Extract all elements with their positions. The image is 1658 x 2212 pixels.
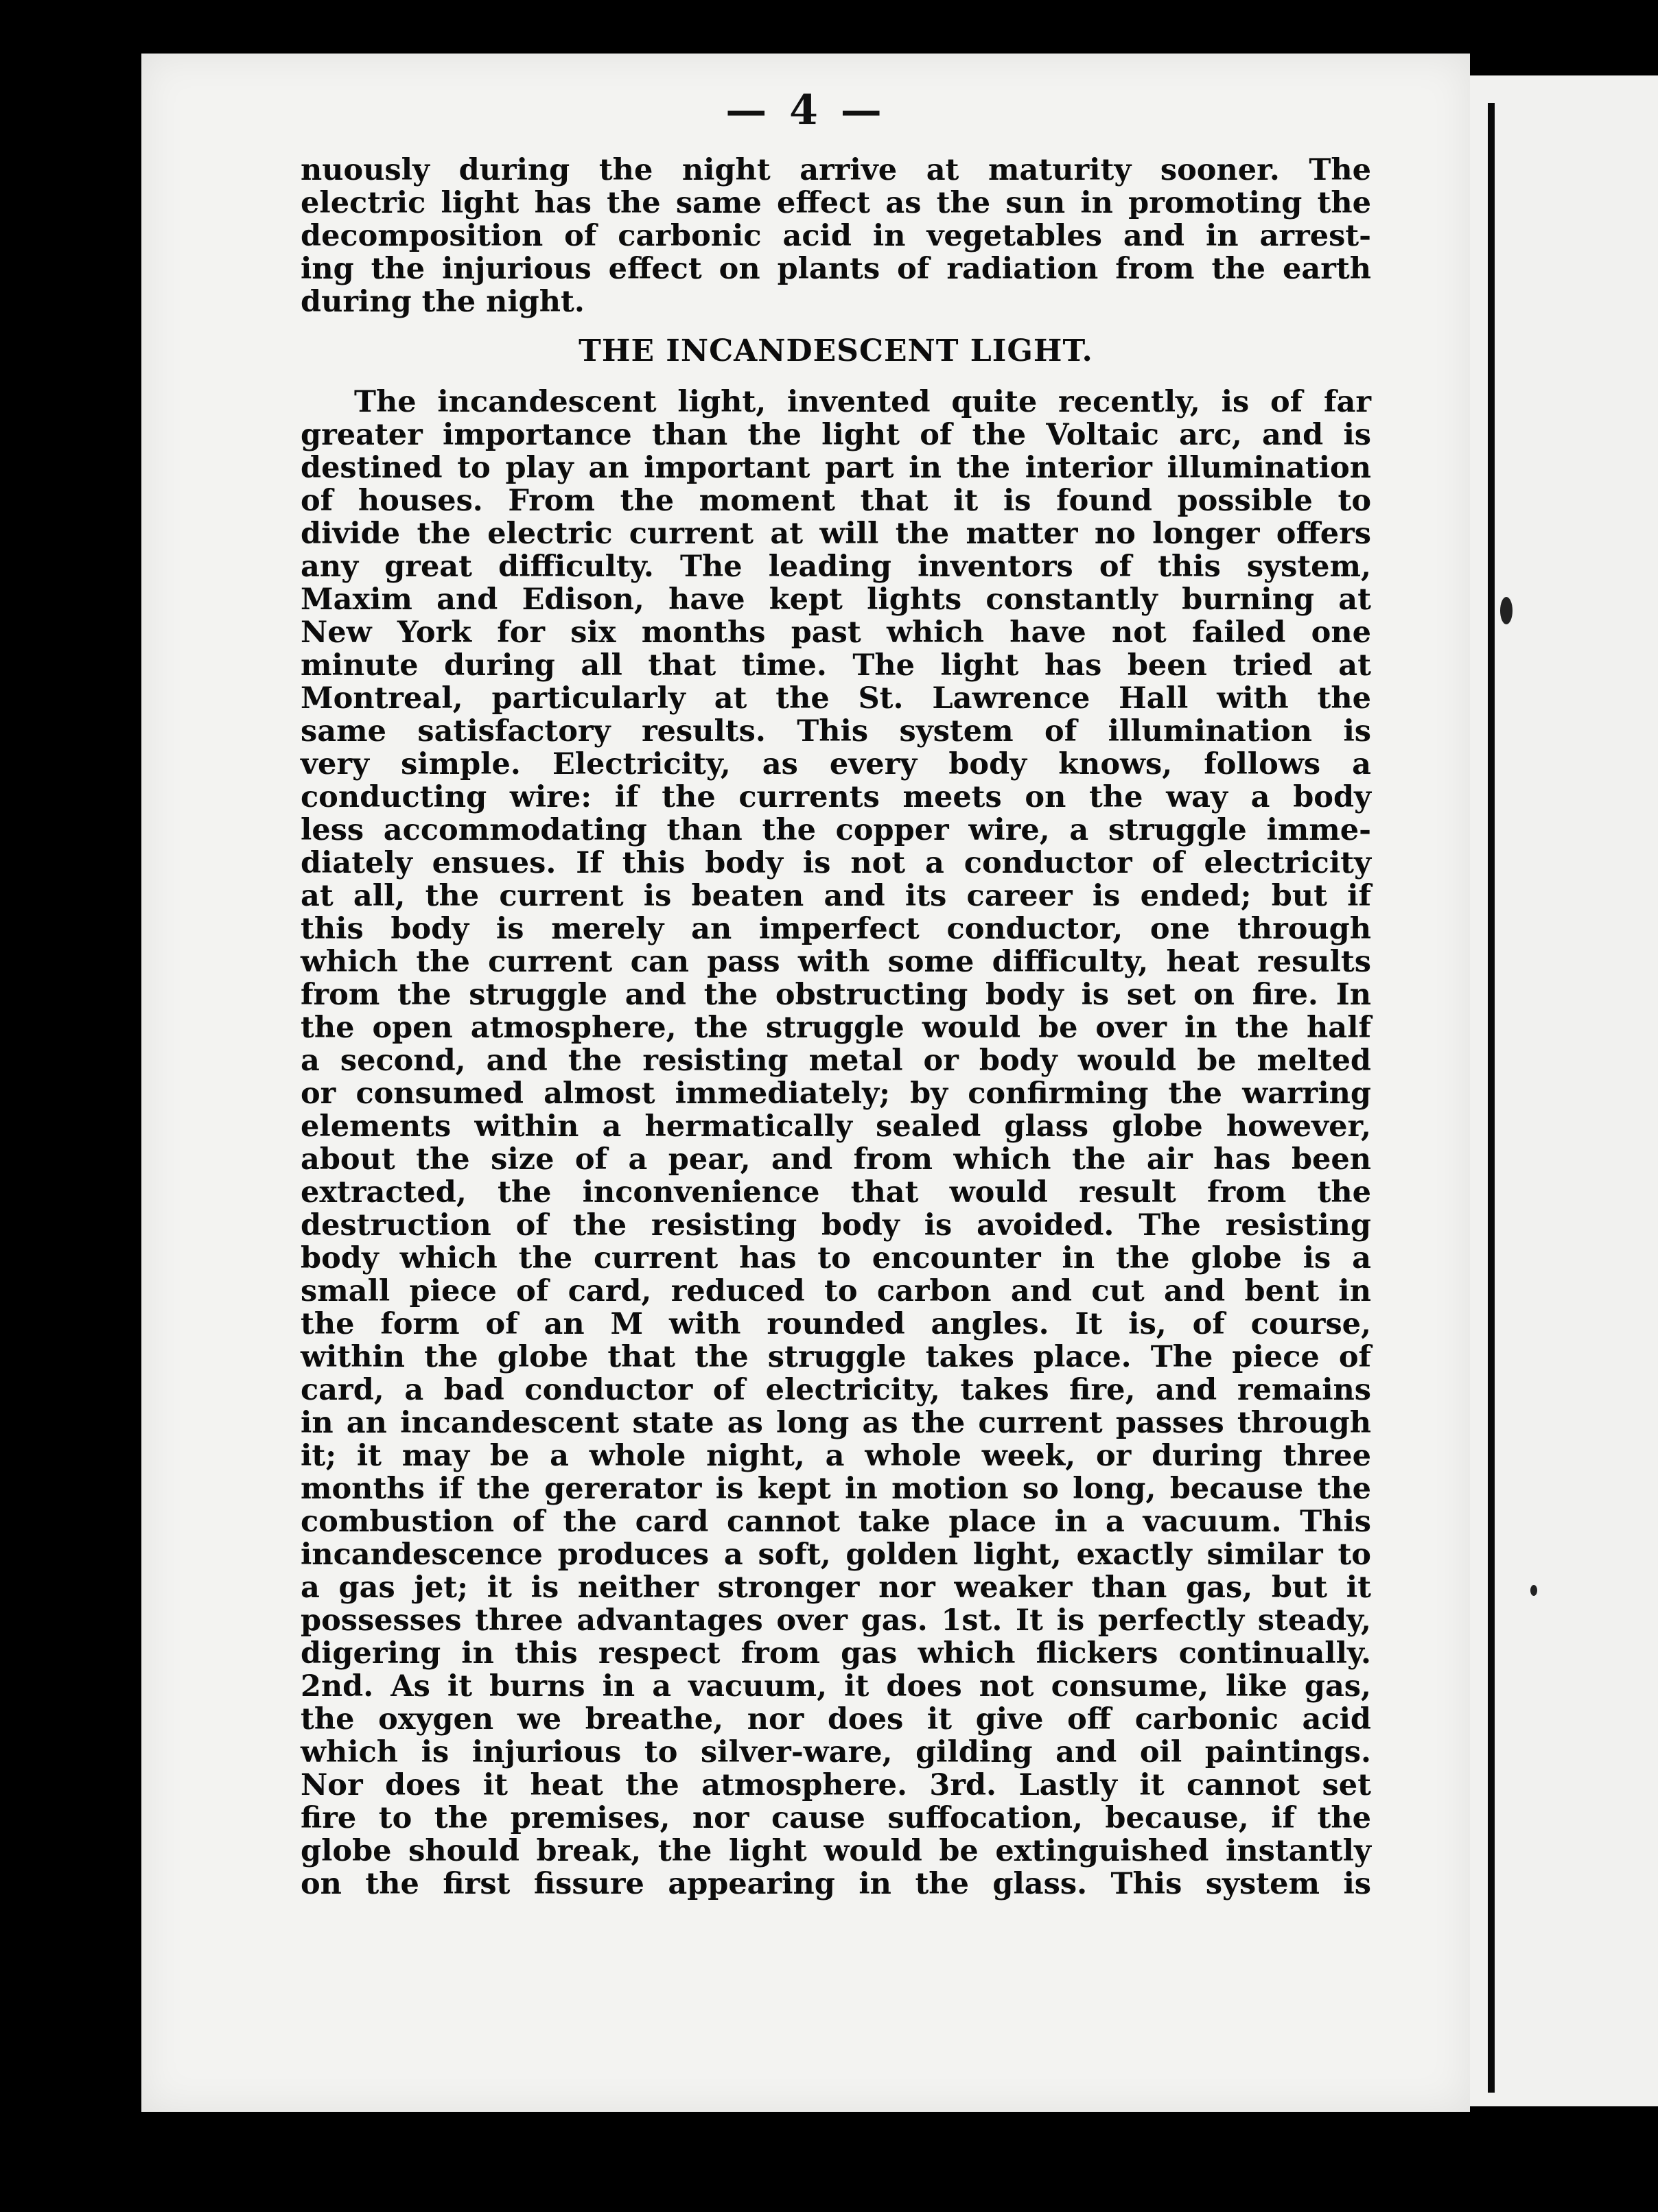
text-line: Maxim and Edison, have kept lights constantly burning at — [301, 583, 1371, 617]
text-line: less accommodating than the copper wire, a struggle imme- — [301, 813, 1371, 847]
text-line: conducting wire: if the currents meets on the way a body — [301, 780, 1371, 814]
ink-spot — [1530, 1585, 1537, 1596]
text-line: it; it may be a whole night, a whole week, or during three — [301, 1439, 1371, 1473]
text-line: during the night. — [301, 285, 585, 319]
text-line: card, a bad conductor of electricity, takes fire, and remains — [301, 1373, 1371, 1407]
text-line: divide the electric current at will the matter no longer offers — [301, 517, 1371, 551]
text-line: on the first fissure appearing in the glass. This system is — [301, 1867, 1371, 1901]
text-line: any great difficulty. The leading inventors of this system, — [301, 550, 1371, 584]
text-line: of houses. From the moment that it is found possible to — [301, 484, 1371, 518]
text-line: diately ensues. If this body is not a conductor of electricity — [301, 846, 1371, 880]
text-line: electric light has the same effect as the sun in promoting the — [301, 186, 1371, 220]
text-line: combustion of the card cannot take place in a vacuum. This — [301, 1505, 1371, 1539]
text-line: small piece of card, reduced to carbon and cut and bent in — [301, 1274, 1371, 1308]
page-number: — 4 — — [725, 86, 886, 134]
text-line: possesses three advantages over gas. 1st. It is perfectly steady, — [301, 1603, 1371, 1638]
text-line: a gas jet; it is neither stronger nor weaker than gas, but it — [301, 1570, 1371, 1605]
text-line: Montreal, particularly at the St. Lawrence Hall with the — [301, 681, 1371, 716]
text-line: destruction of the resisting body is avoided. The resisting — [301, 1208, 1371, 1243]
text-line: which is injurious to silver-ware, gilding and oil paintings. — [301, 1735, 1371, 1769]
ink-spot — [1500, 597, 1513, 624]
text-line: minute during all that time. The light has been tried at — [301, 648, 1371, 683]
book-page — [141, 54, 1470, 2112]
text-line: incandescence produces a soft, golden light, exactly similar to — [301, 1538, 1371, 1572]
section-heading: THE INCANDESCENT LIGHT. — [579, 333, 1093, 368]
text-line: about the size of a pear, and from which the air has been — [301, 1142, 1371, 1177]
text-line: at all, the current is beaten and its career is ended; but if — [301, 879, 1371, 913]
text-line: the form of an M with rounded angles. It is, of course, — [301, 1307, 1371, 1341]
text-line: Nor does it heat the atmosphere. 3rd. Lastly it cannot set — [301, 1768, 1371, 1802]
text-line: 2nd. As it burns in a vacuum, it does not consume, like gas, — [301, 1669, 1371, 1704]
text-line: in an incandescent state as long as the current passes through — [301, 1406, 1371, 1440]
text-line: from the struggle and the obstructing body is set on fire. In — [301, 978, 1371, 1012]
text-line: digering in this respect from gas which flickers continually. — [301, 1636, 1371, 1671]
text-line: same satisfactory results. This system of illumination is — [301, 714, 1371, 749]
text-line: very simple. Electricity, as every body knows, follows a — [301, 747, 1371, 781]
page-text — [301, 154, 1371, 1901]
text-line: body which the current has to encounter in the globe is a — [301, 1241, 1371, 1275]
text-line: elements within a hermatically sealed glass globe however, — [301, 1109, 1371, 1144]
body-paragraph — [301, 386, 1371, 1901]
text-line: the open atmosphere, the struggle would be over in the half — [301, 1011, 1371, 1045]
text-line: greater importance than the light of the Voltaic arc, and is — [301, 418, 1371, 452]
intro-paragraph — [301, 154, 1371, 318]
text-line: the oxygen we breathe, nor does it give off carbonic acid — [301, 1702, 1371, 1737]
text-line: ing the injurious effect on plants of radiation from the earth — [301, 252, 1371, 286]
text-line: nuously during the night arrive at maturity sooner. The — [301, 153, 1371, 187]
text-line: which the current can pass with some difficulty, heat results — [301, 945, 1371, 979]
text-line: this body is merely an imperfect conductor, one through — [301, 912, 1371, 946]
text-line: globe should break, the light would be extinguished instantly — [301, 1834, 1371, 1868]
text-line: a second, and the resisting metal or body would be melted — [301, 1044, 1371, 1078]
text-line: extracted, the inconvenience that would result from the — [301, 1175, 1371, 1210]
text-line: fire to the premises, nor cause suffocation, because, if the — [301, 1801, 1371, 1835]
text-line: destined to play an important part in the interior illumination — [301, 451, 1371, 485]
text-line: decomposition of carbonic acid in vegetables and in arrest- — [301, 219, 1371, 253]
text-line: or consumed almost immediately; by confirming the warring — [301, 1076, 1371, 1111]
page-gutter-shadow — [1488, 103, 1495, 2093]
text-line: New York for six months past which have not failed one — [301, 615, 1371, 650]
text-line: The incandescent light, invented quite recently, is of far — [354, 385, 1371, 419]
text-line: within the globe that the struggle takes place. The piece of — [301, 1340, 1371, 1374]
facing-page-edge — [1470, 75, 1658, 2106]
text-line: months if the gererator is kept in motion so long, because the — [301, 1472, 1371, 1506]
